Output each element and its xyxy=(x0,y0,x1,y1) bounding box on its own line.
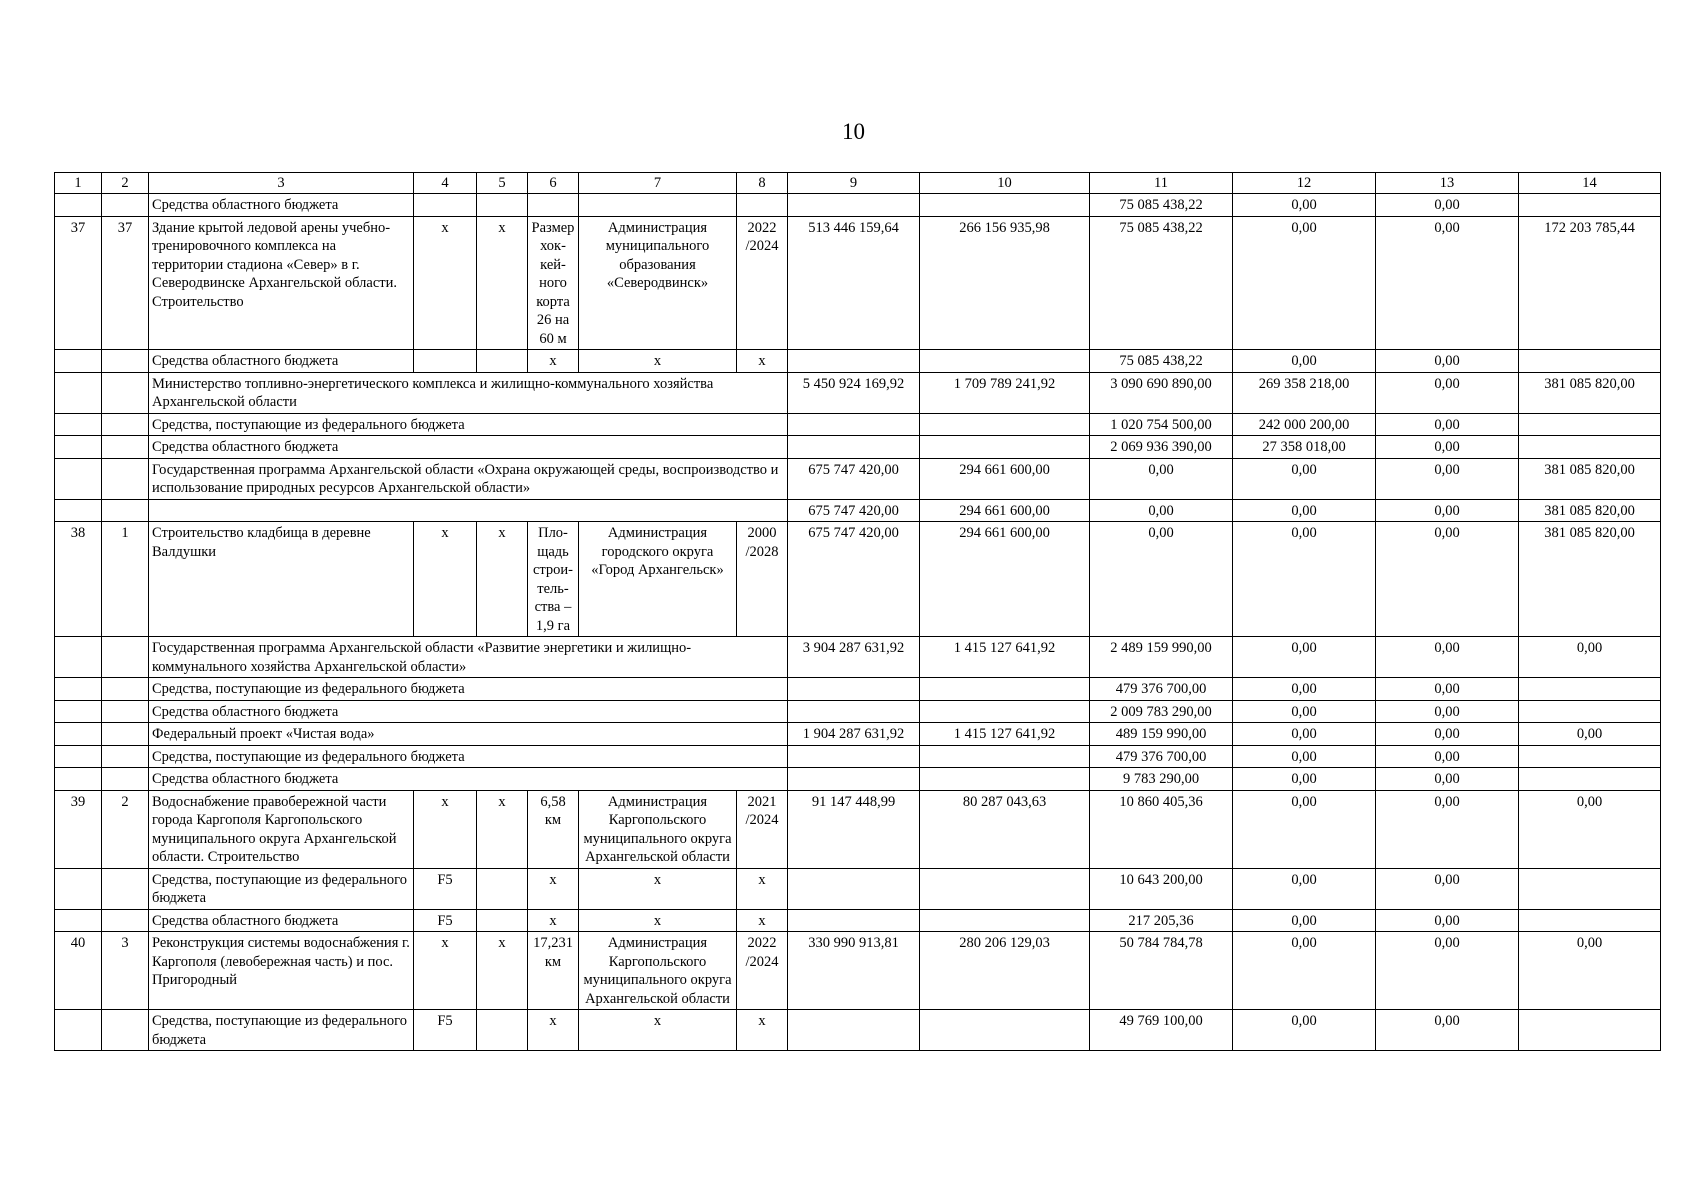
table-row xyxy=(55,790,1661,868)
table-row xyxy=(55,194,1661,217)
amount-cell: 3 904 287 631,92 xyxy=(788,637,920,678)
period-cell: 2022 /2024 xyxy=(737,216,788,350)
amount-cell: 75 085 438,22 xyxy=(1090,216,1233,350)
amount-cell: 0,00 xyxy=(1376,216,1519,350)
subnumber-cell: 1 xyxy=(102,522,149,637)
amount-cell: 0,00 xyxy=(1376,1010,1519,1051)
code-cell: х xyxy=(477,522,528,637)
amount-cell xyxy=(920,1010,1090,1051)
table-row xyxy=(55,436,1661,459)
empty-cell xyxy=(477,868,528,909)
mark-cell: х xyxy=(528,1010,579,1051)
table-row xyxy=(55,216,1661,350)
amount-cell: 0,00 xyxy=(1376,372,1519,413)
empty-cell xyxy=(102,909,149,932)
empty-cell xyxy=(55,745,102,768)
empty-cell xyxy=(102,768,149,791)
amount-cell: 242 000 200,00 xyxy=(1233,413,1376,436)
row-number-cell: 40 xyxy=(55,932,102,1010)
table-row xyxy=(55,637,1661,678)
section-name-cell: Государственная программа Архангельской области «Развитие энергетики и жилищно-коммунального хозяйства Архангельской области» xyxy=(149,637,788,678)
code-cell: х xyxy=(477,790,528,868)
amount-cell: 0,00 xyxy=(1233,700,1376,723)
amount-cell: 489 159 990,00 xyxy=(1090,723,1233,746)
amount-cell xyxy=(788,909,920,932)
amount-cell: 80 287 043,63 xyxy=(920,790,1090,868)
amount-cell: 50 784 784,78 xyxy=(1090,932,1233,1010)
amount-cell xyxy=(920,678,1090,701)
empty-cell xyxy=(477,194,528,217)
amount-cell xyxy=(788,768,920,791)
table-row xyxy=(55,745,1661,768)
header-cell: 4 xyxy=(414,173,477,194)
empty-cell xyxy=(737,194,788,217)
empty-cell xyxy=(477,350,528,373)
customer-cell: Администрация Каргопольского муниципального округа Архангельской области xyxy=(579,790,737,868)
amount-cell xyxy=(1519,868,1661,909)
code-cell: х xyxy=(414,522,477,637)
table-row xyxy=(55,458,1661,499)
code-cell xyxy=(414,350,477,373)
amount-cell xyxy=(788,868,920,909)
empty-cell xyxy=(102,350,149,373)
code-cell: х xyxy=(477,932,528,1010)
amount-cell: 2 009 783 290,00 xyxy=(1090,700,1233,723)
amount-cell: 675 747 420,00 xyxy=(788,458,920,499)
empty-cell xyxy=(55,499,102,522)
amount-cell: 0,00 xyxy=(1376,932,1519,1010)
amount-cell xyxy=(1519,413,1661,436)
subnumber-cell: 3 xyxy=(102,932,149,1010)
empty-cell xyxy=(55,700,102,723)
amount-cell: 9 783 290,00 xyxy=(1090,768,1233,791)
row-number-cell: 39 xyxy=(55,790,102,868)
empty-cell xyxy=(55,436,102,459)
amount-cell: 0,00 xyxy=(1376,700,1519,723)
amount-cell: 172 203 785,44 xyxy=(1519,216,1661,350)
amount-cell: 0,00 xyxy=(1376,499,1519,522)
mark-cell: х xyxy=(528,350,579,373)
table-row xyxy=(55,932,1661,1010)
period-cell: 2021 /2024 xyxy=(737,790,788,868)
header-row xyxy=(55,173,1661,194)
customer-cell: Администрация муниципального образования «Северодвинск» xyxy=(579,216,737,350)
amount-cell: 75 085 438,22 xyxy=(1090,350,1233,373)
amount-cell: 2 069 936 390,00 xyxy=(1090,436,1233,459)
section-name-cell: Средства, поступающие из федерального бюджета xyxy=(149,678,788,701)
section-name-cell: Средства областного бюджета xyxy=(149,768,788,791)
amount-cell: 0,00 xyxy=(1233,350,1376,373)
subnumber-cell: 37 xyxy=(102,216,149,350)
amount-cell: 0,00 xyxy=(1519,637,1661,678)
header-cell: 12 xyxy=(1233,173,1376,194)
empty-cell xyxy=(55,637,102,678)
page-number: 10 xyxy=(842,119,865,144)
amount-cell: 5 450 924 169,92 xyxy=(788,372,920,413)
empty-cell xyxy=(55,413,102,436)
mark-cell: х xyxy=(579,1010,737,1051)
amount-cell: 1 415 127 641,92 xyxy=(920,637,1090,678)
amount-cell: 10 643 200,00 xyxy=(1090,868,1233,909)
row-number-cell: 37 xyxy=(55,216,102,350)
amount-cell xyxy=(788,745,920,768)
amount-cell xyxy=(920,350,1090,373)
amount-cell xyxy=(920,868,1090,909)
amount-cell: 675 747 420,00 xyxy=(788,499,920,522)
amount-cell: 381 085 820,00 xyxy=(1519,499,1661,522)
amount-cell xyxy=(920,909,1090,932)
amount-cell: 0,00 xyxy=(1233,216,1376,350)
object-name-cell: Строительство кладбища в деревне Валдушки xyxy=(149,522,414,637)
amount-cell: 0,00 xyxy=(1233,458,1376,499)
header-cell: 3 xyxy=(149,173,414,194)
amount-cell: 0,00 xyxy=(1376,868,1519,909)
empty-cell xyxy=(102,194,149,217)
amount-cell: 27 358 018,00 xyxy=(1233,436,1376,459)
amount-cell: 1 020 754 500,00 xyxy=(1090,413,1233,436)
amount-cell: 0,00 xyxy=(1233,499,1376,522)
amount-cell xyxy=(1519,700,1661,723)
empty-cell xyxy=(55,909,102,932)
table-row xyxy=(55,909,1661,932)
capacity-cell: Пло-щадь строи-тель-ства – 1,9 га xyxy=(528,522,579,637)
amount-cell xyxy=(1519,768,1661,791)
capacity-cell: 17,231 км xyxy=(528,932,579,1010)
amount-cell: 381 085 820,00 xyxy=(1519,522,1661,637)
amount-cell: 0,00 xyxy=(1233,522,1376,637)
amount-cell xyxy=(1519,1010,1661,1051)
table-row xyxy=(55,700,1661,723)
empty-cell xyxy=(102,678,149,701)
table-row xyxy=(55,350,1661,373)
mark-cell: х xyxy=(528,909,579,932)
amount-cell xyxy=(788,700,920,723)
amount-cell: 2 489 159 990,00 xyxy=(1090,637,1233,678)
empty-cell xyxy=(55,194,102,217)
empty-cell xyxy=(477,909,528,932)
mark-cell: х xyxy=(737,909,788,932)
amount-cell xyxy=(788,194,920,217)
amount-cell xyxy=(1519,678,1661,701)
object-name-cell: Здание крытой ледовой арены учебно-тренировочного комплекса на территории стадиона «Север» в г. Северодвинске Архангельской области. Строительство xyxy=(149,216,414,350)
amount-cell: 3 090 690 890,00 xyxy=(1090,372,1233,413)
header-cell: 13 xyxy=(1376,173,1519,194)
mark-cell: х xyxy=(528,868,579,909)
amount-cell xyxy=(788,413,920,436)
amount-cell xyxy=(1519,436,1661,459)
customer-cell: Администрация городского округа «Город Архангельск» xyxy=(579,522,737,637)
amount-cell: 0,00 xyxy=(1233,723,1376,746)
amount-cell: 0,00 xyxy=(1233,637,1376,678)
amount-cell: 0,00 xyxy=(1376,458,1519,499)
empty-cell xyxy=(528,194,579,217)
amount-cell: 91 147 448,99 xyxy=(788,790,920,868)
customer-cell: Администрация Каргопольского муниципального округа Архангельской области xyxy=(579,932,737,1010)
empty-cell xyxy=(579,194,737,217)
amount-cell: 675 747 420,00 xyxy=(788,522,920,637)
header-cell: 14 xyxy=(1519,173,1661,194)
code-cell: х xyxy=(414,216,477,350)
section-name-cell xyxy=(149,499,788,522)
period-cell: 2022 /2024 xyxy=(737,932,788,1010)
object-name-cell: Водоснабжение правобережной части города Каргополя Каргопольского муниципального округа Архангельской области. Строительство xyxy=(149,790,414,868)
amount-cell: 0,00 xyxy=(1233,768,1376,791)
mark-cell: х xyxy=(579,868,737,909)
empty-cell xyxy=(102,499,149,522)
table-row xyxy=(55,499,1661,522)
amount-cell xyxy=(920,194,1090,217)
amount-cell xyxy=(1519,350,1661,373)
table-row xyxy=(55,868,1661,909)
empty-cell xyxy=(102,458,149,499)
amount-cell: 1 709 789 241,92 xyxy=(920,372,1090,413)
amount-cell: 0,00 xyxy=(1376,413,1519,436)
amount-cell: 0,00 xyxy=(1376,723,1519,746)
mark-cell: х xyxy=(579,909,737,932)
amount-cell: 513 446 159,64 xyxy=(788,216,920,350)
table-row xyxy=(55,522,1661,637)
object-name-cell: Реконструкция системы водоснабжения г. Каргополя (левобережная часть) и пос. Пригородный xyxy=(149,932,414,1010)
amount-cell: 49 769 100,00 xyxy=(1090,1010,1233,1051)
table-row xyxy=(55,768,1661,791)
section-name-cell: Федеральный проект «Чистая вода» xyxy=(149,723,788,746)
amount-cell xyxy=(788,678,920,701)
amount-cell: 0,00 xyxy=(1376,436,1519,459)
amount-cell xyxy=(788,436,920,459)
amount-cell: 0,00 xyxy=(1376,522,1519,637)
amount-cell: 294 661 600,00 xyxy=(920,458,1090,499)
section-name-cell: Средства, поступающие из федерального бюджета xyxy=(149,745,788,768)
code-cell: х xyxy=(414,790,477,868)
empty-cell xyxy=(55,868,102,909)
empty-cell xyxy=(102,745,149,768)
amount-cell: 0,00 xyxy=(1376,768,1519,791)
amount-cell: 269 358 218,00 xyxy=(1233,372,1376,413)
amount-cell: 1 904 287 631,92 xyxy=(788,723,920,746)
header-cell: 6 xyxy=(528,173,579,194)
section-name-cell: Средства областного бюджета xyxy=(149,700,788,723)
empty-cell xyxy=(55,458,102,499)
section-name-cell: Средства областного бюджета xyxy=(149,436,788,459)
code-cell: F5 xyxy=(414,909,477,932)
amount-cell: 0,00 xyxy=(1233,745,1376,768)
mark-cell: х xyxy=(579,350,737,373)
empty-cell xyxy=(102,723,149,746)
amount-cell: 0,00 xyxy=(1233,194,1376,217)
amount-cell: 0,00 xyxy=(1090,458,1233,499)
header-cell: 11 xyxy=(1090,173,1233,194)
code-cell: F5 xyxy=(414,868,477,909)
amount-cell: 217 205,36 xyxy=(1090,909,1233,932)
amount-cell: 479 376 700,00 xyxy=(1090,745,1233,768)
amount-cell xyxy=(788,1010,920,1051)
table-row xyxy=(55,413,1661,436)
budget-table xyxy=(54,172,1661,1051)
empty-cell xyxy=(102,700,149,723)
amount-cell: 0,00 xyxy=(1376,350,1519,373)
row-number-cell: 38 xyxy=(55,522,102,637)
source-name-cell: Средства областного бюджета xyxy=(149,909,414,932)
subnumber-cell: 2 xyxy=(102,790,149,868)
table-row xyxy=(55,372,1661,413)
source-name-cell: Средства, поступающие из федерального бюджета xyxy=(149,868,414,909)
amount-cell: 0,00 xyxy=(1376,790,1519,868)
empty-cell xyxy=(55,768,102,791)
source-name-cell: Средства, поступающие из федерального бюджета xyxy=(149,1010,414,1051)
amount-cell xyxy=(920,745,1090,768)
empty-cell xyxy=(102,436,149,459)
amount-cell: 0,00 xyxy=(1376,909,1519,932)
amount-cell: 10 860 405,36 xyxy=(1090,790,1233,868)
empty-cell xyxy=(55,372,102,413)
amount-cell xyxy=(920,768,1090,791)
amount-cell: 0,00 xyxy=(1090,522,1233,637)
amount-cell: 266 156 935,98 xyxy=(920,216,1090,350)
table-row xyxy=(55,723,1661,746)
amount-cell: 0,00 xyxy=(1519,932,1661,1010)
empty-cell xyxy=(55,678,102,701)
section-name-cell: Государственная программа Архангельской области «Охрана окружающей среды, воспроизводство и использование природных ресурсов Архангельской области» xyxy=(149,458,788,499)
header-cell: 5 xyxy=(477,173,528,194)
amount-cell xyxy=(1519,194,1661,217)
empty-cell xyxy=(102,372,149,413)
amount-cell: 280 206 129,03 xyxy=(920,932,1090,1010)
amount-cell: 0,00 xyxy=(1376,745,1519,768)
empty-cell xyxy=(102,413,149,436)
amount-cell: 294 661 600,00 xyxy=(920,499,1090,522)
empty-cell xyxy=(55,723,102,746)
header-cell: 2 xyxy=(102,173,149,194)
empty-cell xyxy=(102,1010,149,1051)
mark-cell: х xyxy=(737,868,788,909)
header-cell: 8 xyxy=(737,173,788,194)
amount-cell xyxy=(920,436,1090,459)
amount-cell: 0,00 xyxy=(1376,637,1519,678)
empty-cell xyxy=(414,194,477,217)
amount-cell xyxy=(1519,745,1661,768)
amount-cell: 0,00 xyxy=(1090,499,1233,522)
empty-cell xyxy=(55,350,102,373)
mark-cell: х xyxy=(737,350,788,373)
amount-cell: 381 085 820,00 xyxy=(1519,372,1661,413)
code-cell: F5 xyxy=(414,1010,477,1051)
source-name-cell: Средства областного бюджета xyxy=(149,350,414,373)
header-cell: 7 xyxy=(579,173,737,194)
mark-cell: х xyxy=(737,1010,788,1051)
table-row xyxy=(55,678,1661,701)
amount-cell: 75 085 438,22 xyxy=(1090,194,1233,217)
amount-cell: 1 415 127 641,92 xyxy=(920,723,1090,746)
amount-cell: 0,00 xyxy=(1376,678,1519,701)
amount-cell: 0,00 xyxy=(1376,194,1519,217)
empty-cell xyxy=(102,868,149,909)
amount-cell: 294 661 600,00 xyxy=(920,522,1090,637)
amount-cell: 0,00 xyxy=(1233,1010,1376,1051)
empty-cell xyxy=(102,637,149,678)
table-row xyxy=(55,1010,1661,1051)
section-name-cell: Средства, поступающие из федерального бюджета xyxy=(149,413,788,436)
empty-cell xyxy=(477,1010,528,1051)
amount-cell: 0,00 xyxy=(1519,723,1661,746)
code-cell: х xyxy=(414,932,477,1010)
amount-cell: 0,00 xyxy=(1233,868,1376,909)
section-name-cell: Министерство топливно-энергетического комплекса и жилищно-коммунального хозяйства Архангельской области xyxy=(149,372,788,413)
header-cell: 9 xyxy=(788,173,920,194)
amount-cell: 0,00 xyxy=(1233,932,1376,1010)
capacity-cell: Размер хок-кей-ного корта 26 на 60 м xyxy=(528,216,579,350)
header-cell: 10 xyxy=(920,173,1090,194)
amount-cell: 0,00 xyxy=(1233,678,1376,701)
code-cell: х xyxy=(477,216,528,350)
amount-cell: 0,00 xyxy=(1519,790,1661,868)
amount-cell: 0,00 xyxy=(1233,790,1376,868)
amount-cell: 330 990 913,81 xyxy=(788,932,920,1010)
header-cell: 1 xyxy=(55,173,102,194)
amount-cell xyxy=(920,413,1090,436)
source-name-cell: Средства областного бюджета xyxy=(149,194,414,217)
period-cell: 2000 /2028 xyxy=(737,522,788,637)
empty-cell xyxy=(55,1010,102,1051)
amount-cell xyxy=(788,350,920,373)
amount-cell: 381 085 820,00 xyxy=(1519,458,1661,499)
capacity-cell: 6,58 км xyxy=(528,790,579,868)
amount-cell xyxy=(920,700,1090,723)
amount-cell: 479 376 700,00 xyxy=(1090,678,1233,701)
amount-cell xyxy=(1519,909,1661,932)
amount-cell: 0,00 xyxy=(1233,909,1376,932)
